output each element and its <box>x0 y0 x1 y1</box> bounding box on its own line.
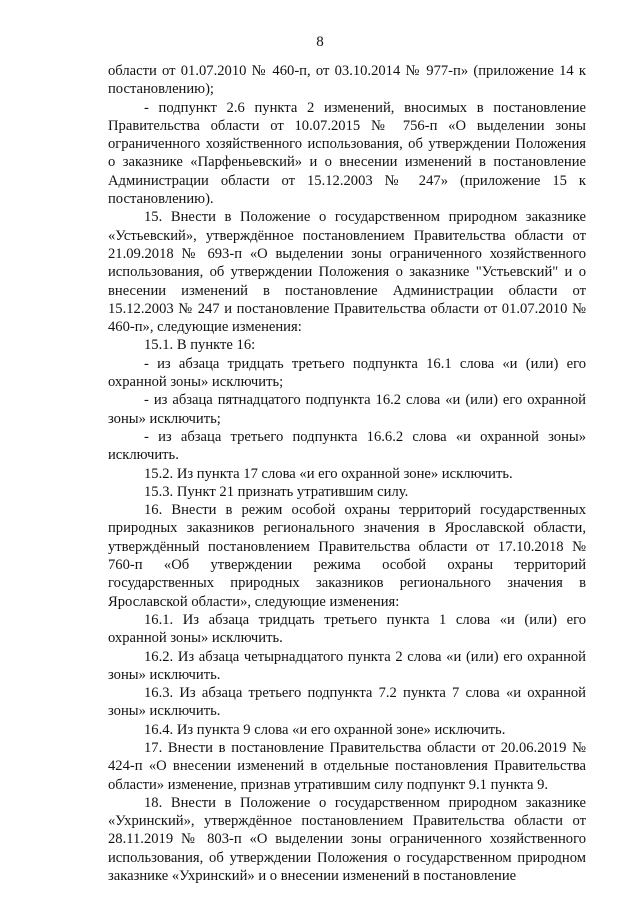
page-number: 8 <box>316 34 324 50</box>
paragraph: 15. Внести в Положение о государственном природном заказнике «Устьевский», утверждённое постановлением Правительства области от 21.09.2018 № 693-п «О выделении зоны ограниченного хозяйственного использования, об утверждении Положения о заказнике "Устьевский" и о внесении изменений в постановление Администрации области от 15.12.2003 № 247 и постановление Правительства области от 01.07.2010 № 460-п», следующие изменения: <box>108 209 586 336</box>
document-body <box>108 62 586 885</box>
paragraph: 18. Внести в Положение о государственном природном заказнике «Ухринский», утверждённое постановлением Правительства области от 28.11.2019 № 803-п «О выделении зоны ограниченного хозяйственного использования, об утверждении Положения о государственном природном заказнике «Ухринский» и о внесении изменений в постановление <box>108 794 586 885</box>
paragraph: области от 01.07.2010 № 460-п, от 03.10.2014 № 977-п» (приложение 14 к постановлению); <box>108 63 586 98</box>
paragraph: 16. Внести в режим особой охраны территорий государственных природных заказников регионального значения в Ярославской области, утверждённый постановлением Правительства области от 17.10.2018 № 760-п «Об утверждении режима особой охраны территорий государственных природных заказников регионального значения в Ярославской области», следующие изменения: <box>108 502 586 610</box>
paragraph: 17. Внести в постановление Правительства области от 20.06.2019 № 424-п «О внесении изменений в отдельные постановления Правительства области» изменение, признав утратившим силу подпункт 9.1 пункта 9. <box>108 739 586 793</box>
paragraph: - из абзаца пятнадцатого подпункта 16.2 слова «и (или) его охранной зоны» исключить; <box>108 392 586 427</box>
paragraph: 15.1. В пункте 16: <box>144 337 256 354</box>
paragraph: 16.3. Из абзаца третьего подпункта 7.2 пункта 7 слова «и охранной зоны» исключить. <box>108 685 586 720</box>
paragraph: - из абзаца третьего подпункта 16.6.2 слова «и охранной зоны» исключить. <box>108 428 586 464</box>
paragraph: - подпункт 2.6 пункта 2 изменений, вносимых в постановление Правительства области от 10.07.2015 № 756-п «О выделении зоны ограниченного хозяйственного использования, об утверждении Положения о заказнике «Парфеньевский» и о внесении изменений в постановление Администрации области от 15.12.2003 № 247» (приложение 15 к постановлению). <box>108 99 586 208</box>
paragraph: 15.3. Пункт 21 признать утратившим силу. <box>144 483 409 500</box>
paragraph: 15.2. Из пункта 17 слова «и его охранной зоне» исключить. <box>144 465 513 482</box>
paragraph: 16.4. Из пункта 9 слова «и его охранной зоне» исключить. <box>144 721 506 738</box>
paragraph: 16.2. Из абзаца четырнадцатого пункта 2 слова «и (или) его охранной зоны» исключить. <box>108 648 586 683</box>
paragraph: - из абзаца тридцать третьего подпункта 16.1 слова «и (или) его охранной зоны» исключить; <box>108 355 586 391</box>
paragraph: 16.1. Из абзаца тридцать третьего пункта 1 слова «и (или) его охранной зоны» исключить. <box>108 611 586 647</box>
